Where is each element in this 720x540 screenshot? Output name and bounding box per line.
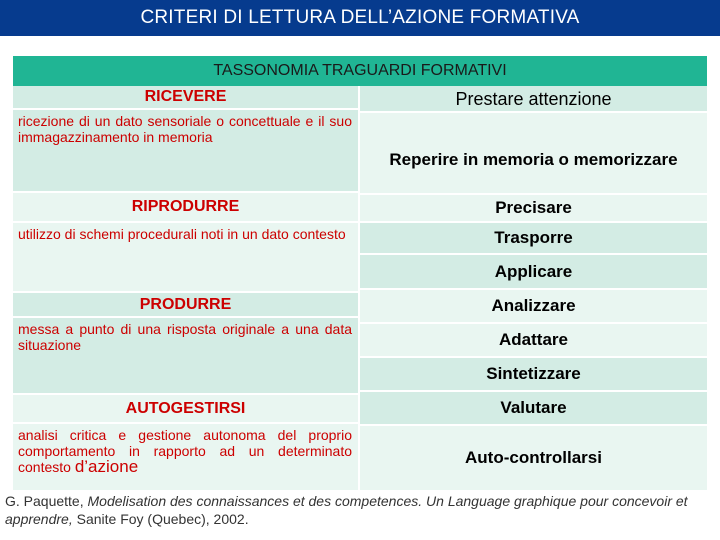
category-riprodurre: RIPRODURRE <box>13 193 358 223</box>
category-ricevere: RICEVERE <box>13 86 358 110</box>
table-header: TASSONOMIA TRAGUARDI FORMATIVI <box>13 56 707 86</box>
verb-reperire-in-memoria: Reperire in memoria o memorizzare <box>360 113 707 195</box>
citation-author: G. Paquette, <box>5 493 84 509</box>
verb-valutare: Valutare <box>360 392 707 426</box>
category-autogestirsi: AUTOGESTIRSI <box>13 395 358 424</box>
verb-applicare: Applicare <box>360 255 707 290</box>
citation <box>5 492 715 528</box>
category-produrre: PRODURRE <box>13 293 358 318</box>
verb-analizzare: Analizzare <box>360 290 707 324</box>
verb-trasporre: Trasporre <box>360 223 707 255</box>
description-ricevere: ricezione di un dato sensoriale o concettuale e il suo immagazzinamento in memoria <box>13 110 358 193</box>
slide-title: CRITERI DI LETTURA DELL’AZIONE FORMATIVA <box>0 0 720 36</box>
taxonomy-table <box>13 56 707 490</box>
citation-work: Modelisation des connaissances et des competences. Un Language graphique pour concevoir et apprendre, <box>5 493 688 527</box>
description-riprodurre: utilizzo di schemi procedurali noti in un dato contesto <box>13 223 358 293</box>
verb-precisare: Precisare <box>360 195 707 223</box>
description-autogestirsi-tail: d’azione <box>74 457 139 476</box>
citation-publisher: Sanite Foy (Quebec), 2002. <box>76 511 249 527</box>
verb-auto-controllarsi: Auto-controllarsi <box>360 426 707 490</box>
verb-sintetizzare: Sintetizzare <box>360 358 707 392</box>
description-produrre: messa a punto di una risposta originale a una data situazione <box>13 318 358 395</box>
verb-adattare: Adattare <box>360 324 707 358</box>
description-autogestirsi <box>13 424 358 490</box>
description-autogestirsi-main: analisi critica e gestione autonoma del proprio comportamento in rapporto ad un determinato contesto <box>18 427 352 475</box>
verb-prestare-attenzione: Prestare attenzione <box>360 86 707 113</box>
